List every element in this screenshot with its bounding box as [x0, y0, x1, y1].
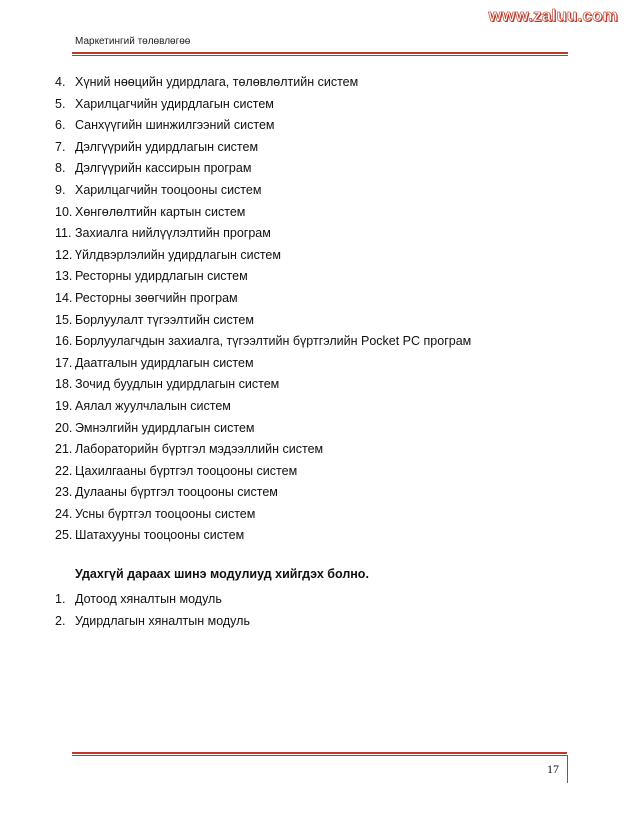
list-item: 17. Даатгалын удирдлагын систем	[55, 355, 254, 370]
list-item: 23. Дулааны бүртгэл тооцооны систем	[55, 485, 278, 500]
header-rule-thin	[72, 55, 568, 56]
list-item: 20. Эмнэлгийн удирдлагын систем	[55, 420, 255, 435]
watermark: www.zaluu.com	[488, 6, 618, 25]
footer-rule	[72, 752, 567, 754]
list-item: 9. Харилцагчийн тооцооны систем	[55, 182, 262, 197]
list-item: 1. Дотоод хяналтын модуль	[55, 592, 222, 606]
list-item: 19. Аялал жуулчлалын систем	[55, 398, 231, 413]
list-item: 6. Санхүүгийн шинжилгээний систем	[55, 118, 275, 133]
system-list	[55, 72, 471, 547]
list-item: 2. Удирдлагын хяналтын модуль	[55, 613, 250, 628]
list-item: 22. Цахилгааны бүртгэл тооцооны систем	[55, 463, 298, 478]
page-number: 17	[547, 762, 559, 776]
list-item: 11. Захиалга нийлүүлэлтийн програм	[55, 226, 271, 241]
page-footer	[72, 755, 568, 783]
list-item: 13. Ресторны удирдлагын систем	[55, 269, 248, 284]
list-item: 25. Шатахууны тооцооны систем	[55, 528, 245, 543]
list-item: 24. Усны бүртгэл тооцооны систем	[55, 506, 256, 521]
header-title: Маркетингий төлөвлөгөө	[75, 36, 191, 47]
module-list	[55, 589, 250, 632]
upcoming-modules-heading: Удахгүй дараах шинэ модулиуд хийгдэх болно.	[75, 567, 369, 581]
list-item: 15. Борлуулалт түгээлтийн систем	[55, 312, 254, 327]
list-item: 14. Ресторны зөөгчийн програм	[55, 290, 238, 305]
list-item: 18. Зочид буудлын удирдлагын систем	[55, 377, 280, 392]
list-item: 5. Харилцагчийн удирдлагын систем	[55, 96, 274, 111]
list-item: 21. Лабораторийн бүртгэл мэдээллийн систем	[55, 442, 324, 457]
header-rule	[72, 52, 568, 54]
list-item: 8. Дэлгүүрийн кассирын програм	[55, 161, 252, 176]
list-item: 10. Хөнгөлөлтийн картын систем	[55, 204, 246, 219]
list-item: 7. Дэлгүүрийн удирдлагын систем	[55, 139, 259, 154]
list-item: 4. Хүний нөөцийн удирдлага, төлөвлөлтийн систем	[55, 75, 359, 89]
list-item: 16. Борлуулагчдын захиалга, түгээлтийн бүртгэлийн Pocket PC програм	[55, 334, 472, 349]
list-item: 12. Үйлдвэрлэлийн удирдлагын систем	[55, 247, 281, 262]
